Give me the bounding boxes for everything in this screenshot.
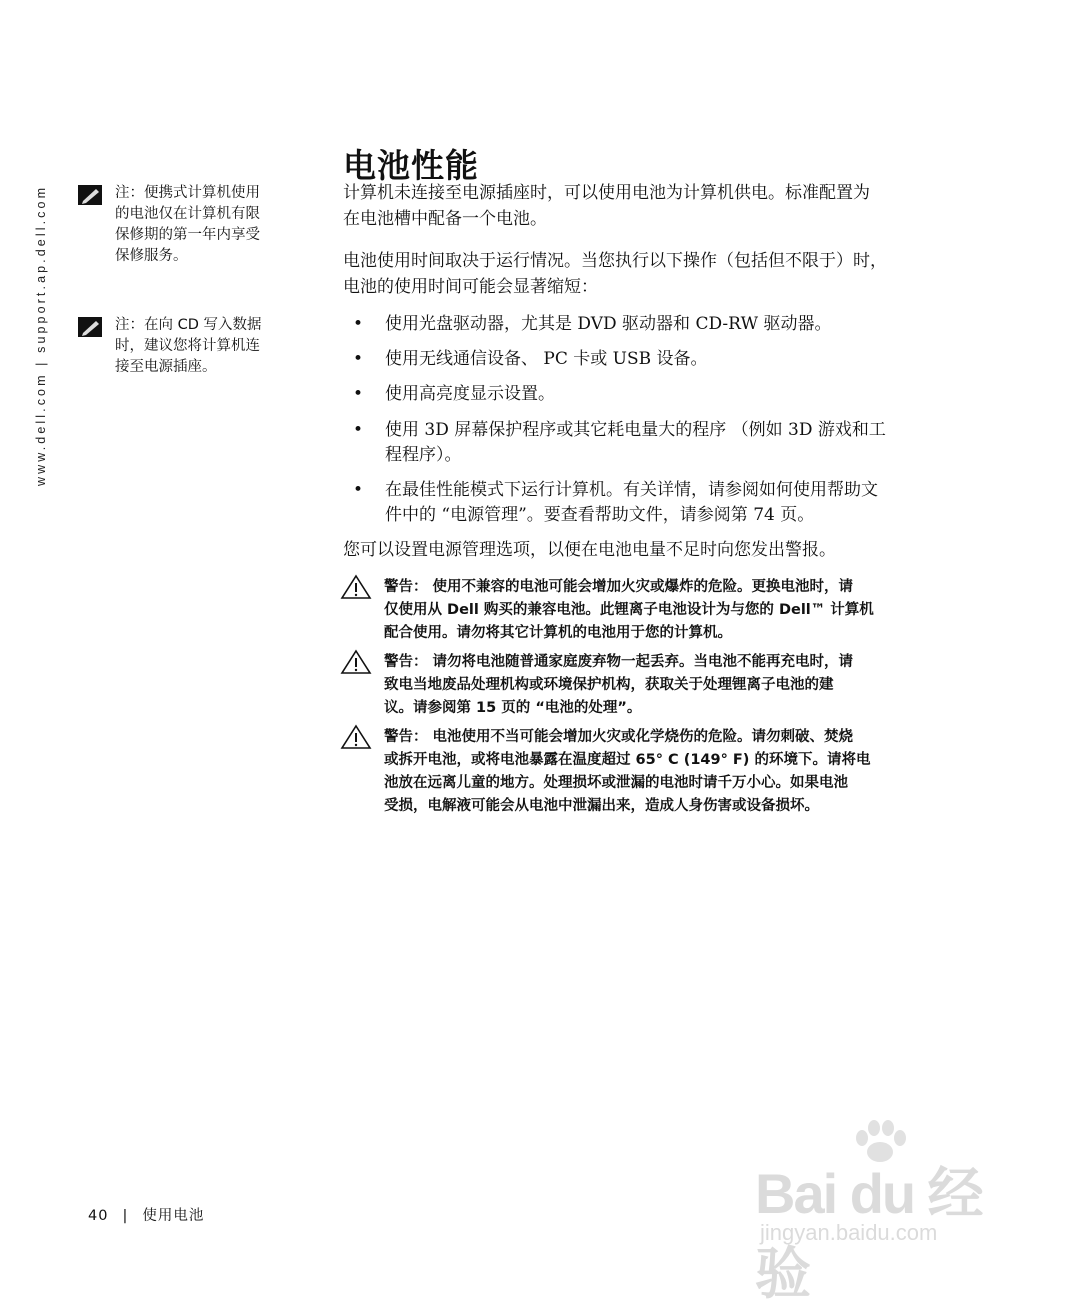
warning-triangle-icon — [340, 649, 372, 675]
note-warranty: 注：便携式计算机使用 的电池仅在计算机有限 保修期的第一年内享受 保修服务。 — [78, 183, 308, 267]
note-cd-write: 注：在向 CD 写入数据 时，建议您将计算机连 接至电源插座。 — [78, 315, 308, 378]
pencil-note-icon — [78, 185, 102, 205]
warning-misuse: 警告： 电池使用不当可能会增加火灾或化学烧伤的危险。请勿刺破、焚烧 或拆开电池，或将电池暴露在温度超过 65° C (149° F) 的环境下。请将电 池放在远离儿童的地方。处理损坏或泄漏的电池时请千万小心。如果电池 受损，电解液可能会从电池中泄漏出来，造成人身伤害或设备损坏。 — [340, 726, 870, 818]
warning-triangle-icon — [340, 724, 372, 750]
warning-incompatible-battery: 警告： 使用不兼容的电池可能会增加火灾或爆炸的危险。更换电池时，请 仅使用从 Dell 购买的兼容电池。此锂离子电池设计为与您的 Dell™ 计算机 配合使用。请勿将其它计算机的电池用于您的计算机。 — [340, 576, 874, 645]
page-title: 电池性能 — [343, 146, 479, 185]
paragraph-intro: 计算机未连接至电源插座时，可以使用电池为计算机供电。标准配置为 在电池槽中配备一个电池。 — [343, 183, 870, 229]
section-name: 使用电池 — [142, 1208, 205, 1224]
page-number: 40 — [88, 1208, 109, 1224]
paragraph-battery-life: 电池使用时间取决于运行情况。当您执行以下操作（包括但不限于）时， 电池的使用时间可能会显著缩短： — [343, 251, 887, 297]
pencil-note-icon — [78, 317, 102, 337]
sidebar-url: www.dell.com | support.ap.dell.com — [34, 184, 48, 486]
warning-triangle-icon — [340, 574, 372, 600]
page-footer: 40 | 使用电池 — [88, 1208, 205, 1224]
warning-disposal: 警告： 请勿将电池随普通家庭废弃物一起丢弃。当电池不能再充电时，请 致电当地废品处理机构或环境保护机构，获取关于处理锂离子电池的建 议。请参阅第 15 页的 “电池的处理”。 — [340, 651, 853, 720]
paragraph-alerts: 您可以设置电源管理选项，以便在电池电量不足时向您发出警报。 — [343, 540, 836, 560]
baidu-watermark: Bai du 经验 jingyan.baidu.com — [755, 1120, 1005, 1260]
